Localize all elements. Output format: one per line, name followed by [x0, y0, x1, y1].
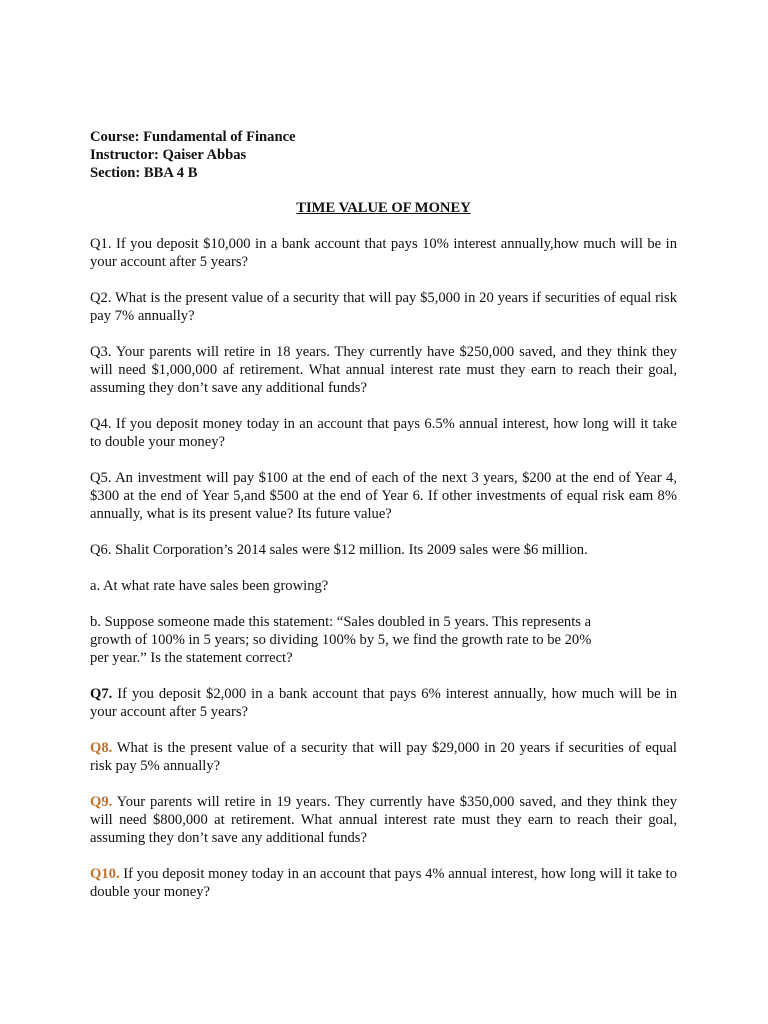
question-9-text: Your parents will retire in 19 years. They currently have $350,000 saved, and they think they will need $800,000 at retirement. What annual interest rate must they earn to reach their goal, assuming they don’t save any additional funds?: [90, 794, 677, 846]
question-7-text: If you deposit $2,000 in a bank account that pays 6% interest annually, how much will be in your account after 5 years?: [90, 686, 677, 720]
document-title: TIME VALUE OF MONEY: [296, 200, 471, 216]
question-6b: b. Suppose someone made this statement: “Sales doubled in 5 years. This represents a growth of 100% in 5 years; so dividing 100% by 5, we find the growth rate to be 20% per year.” Is the statement correct?: [90, 614, 592, 666]
question-10-text: If you deposit money today in an account that pays 4% annual interest, how long will it take to double your money?: [90, 866, 677, 900]
question-9-number: Q9.: [90, 794, 113, 810]
question-7-number: Q7.: [90, 686, 113, 702]
section-line: Section: BBA 4 B: [90, 165, 198, 181]
question-6a: a. At what rate have sales been growing?: [90, 578, 329, 594]
question-2: Q2. What is the present value of a security that will pay $5,000 in 20 years if securities of equal risk pay 7% annually?: [90, 290, 677, 324]
question-1: Q1. If you deposit $10,000 in a bank account that pays 10% interest annually,how much will be in your account after 5 years?: [90, 236, 677, 270]
question-8-text: What is the present value of a security that will pay $29,000 in 20 years if securities of equal risk pay 5% annually?: [90, 740, 677, 774]
question-8: [90, 739, 677, 775]
question-3: Q3. Your parents will retire in 18 years. They currently have $250,000 saved, and they think they will need $1,000,000 af retirement. What annual interest rate must they earn to reach their goal, assuming they don’t save any additional funds?: [90, 344, 677, 396]
question-6: Q6. Shalit Corporation’s 2014 sales were $12 million. Its 2009 sales were $6 million.: [90, 542, 588, 558]
course-line: Course: Fundamental of Finance: [90, 129, 296, 145]
question-5: Q5. An investment will pay $100 at the end of each of the next 3 years, $200 at the end of Year 4, $300 at the end of Year 5,and $500 at the end of Year 6. If other investments of equal risk eam 8% annually, what is its present value? Its future value?: [90, 470, 677, 522]
question-7: [90, 685, 677, 721]
instructor-line: Instructor: Qaiser Abbas: [90, 147, 247, 163]
document-page: [90, 128, 677, 919]
question-8-number: Q8.: [90, 740, 113, 756]
question-9: [90, 793, 677, 847]
question-10: [90, 865, 677, 901]
question-10-number: Q10.: [90, 866, 120, 882]
question-4: Q4. If you deposit money today in an account that pays 6.5% annual interest, how long will it take to double your money?: [90, 416, 677, 450]
